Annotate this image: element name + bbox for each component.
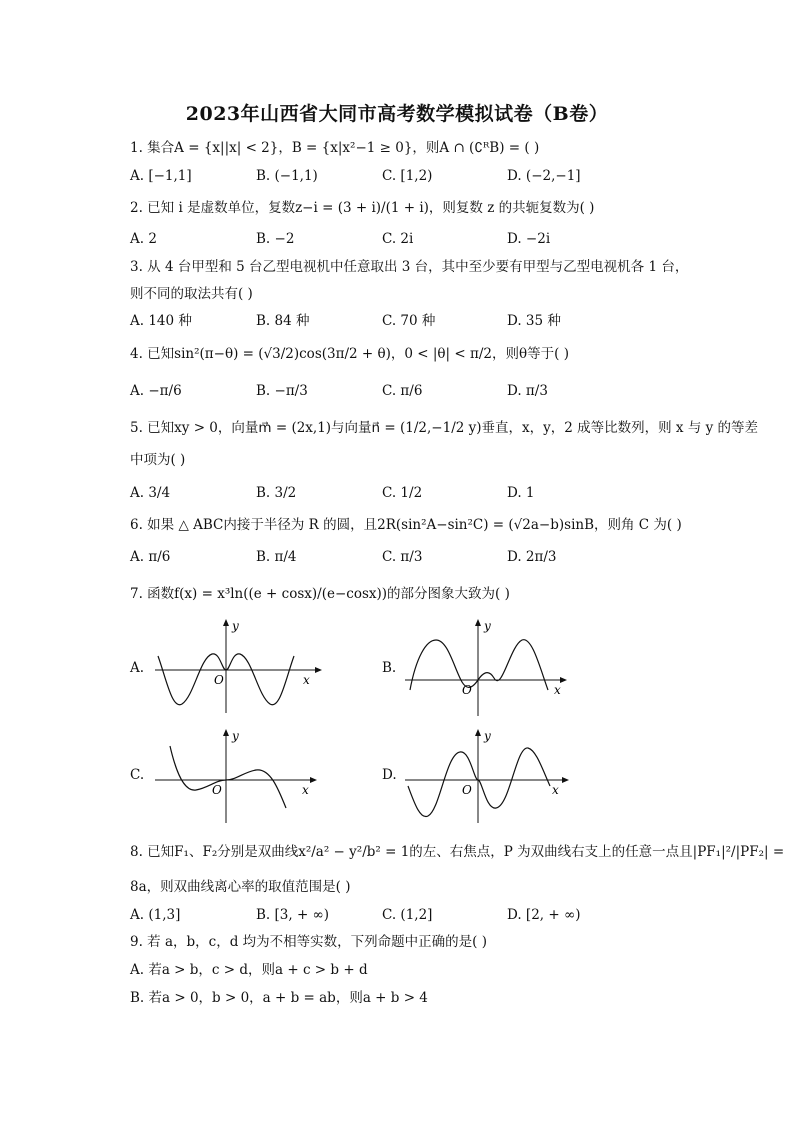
question-5-stem-line2: 中项为( ): [130, 452, 186, 468]
question-8-stem-line1: 8. 已知F₁、F₂分别是双曲线x²/a² − y²/b² = 1的左、右焦点，P 为双曲线右支上的任意一点且|PF₁|²/|PF₂| =: [130, 844, 785, 860]
question-2-stem: 2. 已知 i 是虚数单位，复数z−i = (3 + i)/(1 + i)，则复数 z 的共轭复数为( ): [130, 200, 595, 216]
q1-option-c[interactable]: C. [1,2): [382, 168, 433, 184]
q6-option-a[interactable]: A. π/6: [130, 549, 171, 565]
graph-a-origin-label: O: [214, 673, 224, 687]
q3-option-c[interactable]: C. 70 种: [382, 313, 436, 329]
graph-d-label: D.: [382, 767, 397, 783]
graph-d-y-label: y: [484, 729, 491, 743]
graph-c[interactable]: [150, 728, 325, 828]
graph-c-curve: [170, 746, 286, 808]
question-5-stem-line1: 5. 已知xy > 0，向量m⃗ = (2x,1)与向量n⃗ = (1/2,−1/2 y)垂直，x，y，2 成等比数列，则 x 与 y 的等差: [130, 420, 759, 436]
graph-d[interactable]: [400, 728, 575, 828]
graph-b-origin-label: O: [462, 683, 472, 697]
q1-option-a[interactable]: A. [−1,1]: [130, 168, 192, 184]
q2-option-c[interactable]: C. 2i: [382, 231, 414, 247]
graph-b-label: B.: [382, 660, 397, 676]
paper-title: 2023年山西省大同市高考数学模拟试卷（B卷）: [185, 103, 609, 125]
graph-c-y-label: y: [232, 729, 239, 743]
q6-option-d[interactable]: D. 2π/3: [507, 549, 557, 565]
q3-option-a[interactable]: A. 140 种: [130, 313, 192, 329]
q8-option-b[interactable]: B. [3, + ∞): [256, 907, 330, 923]
question-1-stem: 1. 集合A = {x||x| < 2}，B = {x|x²−1 ≥ 0}，则A ∩ (∁ᴿB) = ( ): [130, 140, 540, 156]
q4-option-b[interactable]: B. −π/3: [256, 383, 308, 399]
graph-c-label: C.: [130, 767, 145, 783]
q9-option-b[interactable]: B. 若a > 0，b > 0，a + b = ab，则a + b > 4: [130, 990, 428, 1006]
question-9-stem: 9. 若 a，b，c，d 均为不相等实数，下列命题中正确的是( ): [130, 934, 487, 950]
question-7-stem: 7. 函数f(x) = x³ln((e + cosx)/(e−cosx))的部分图象大致为( ): [130, 586, 510, 602]
question-4-stem: 4. 已知sin²(π−θ) = (√3/2)cos(3π/2 + θ)，0 < |θ| < π/2，则θ等于( ): [130, 346, 569, 362]
q5-option-c[interactable]: C. 1/2: [382, 485, 423, 501]
q1-option-b[interactable]: B. (−1,1): [256, 168, 318, 184]
q5-option-a[interactable]: A. 3/4: [130, 485, 171, 501]
q4-option-a[interactable]: A. −π/6: [130, 383, 182, 399]
q4-option-c[interactable]: C. π/6: [382, 383, 423, 399]
q5-option-b[interactable]: B. 3/2: [256, 485, 297, 501]
graph-b-curve: [410, 640, 548, 690]
q4-option-d[interactable]: D. π/3: [507, 383, 548, 399]
graph-a-y-label: y: [232, 619, 239, 633]
q8-option-d[interactable]: D. [2, + ∞): [507, 907, 581, 923]
graph-d-x-label: x: [552, 783, 559, 797]
q2-option-b[interactable]: B. −2: [256, 231, 295, 247]
q6-option-b[interactable]: B. π/4: [256, 549, 297, 565]
graph-c-x-label: x: [302, 783, 309, 797]
q2-option-d[interactable]: D. −2i: [507, 231, 551, 247]
graph-c-origin-label: O: [212, 783, 222, 797]
q3-option-b[interactable]: B. 84 种: [256, 313, 310, 329]
question-8-stem-line2: 8a，则双曲线离心率的取值范围是( ): [130, 879, 351, 895]
graph-a-x-label: x: [303, 673, 310, 687]
graph-a-label: A.: [130, 660, 145, 676]
graph-b-y-label: y: [484, 619, 491, 633]
q5-option-d[interactable]: D. 1: [507, 485, 535, 501]
question-3-stem-line2: 则不同的取法共有( ): [130, 286, 253, 302]
q8-option-a[interactable]: A. (1,3]: [130, 907, 181, 923]
q1-option-d[interactable]: D. (−2,−1]: [507, 168, 581, 184]
graph-d-curve: [408, 748, 550, 817]
graph-b[interactable]: [400, 618, 575, 718]
graph-a[interactable]: [150, 618, 325, 718]
q3-option-d[interactable]: D. 35 种: [507, 313, 561, 329]
question-3-stem-line1: 3. 从 4 台甲型和 5 台乙型电视机中任意取出 3 台，其中至少要有甲型与乙型电视机各 1 台，: [130, 259, 689, 275]
q6-option-c[interactable]: C. π/3: [382, 549, 423, 565]
q2-option-a[interactable]: A. 2: [130, 231, 157, 247]
question-6-stem: 6. 如果 △ ABC内接于半径为 R 的圆，且2R(sin²A−sin²C) = (√2a−b)sinB，则角 C 为( ): [130, 517, 682, 533]
q9-option-a[interactable]: A. 若a > b，c > d，则a + c > b + d: [130, 962, 368, 978]
q8-option-c[interactable]: C. (1,2]: [382, 907, 433, 923]
graph-d-origin-label: O: [462, 783, 472, 797]
graph-b-x-label: x: [554, 683, 561, 697]
